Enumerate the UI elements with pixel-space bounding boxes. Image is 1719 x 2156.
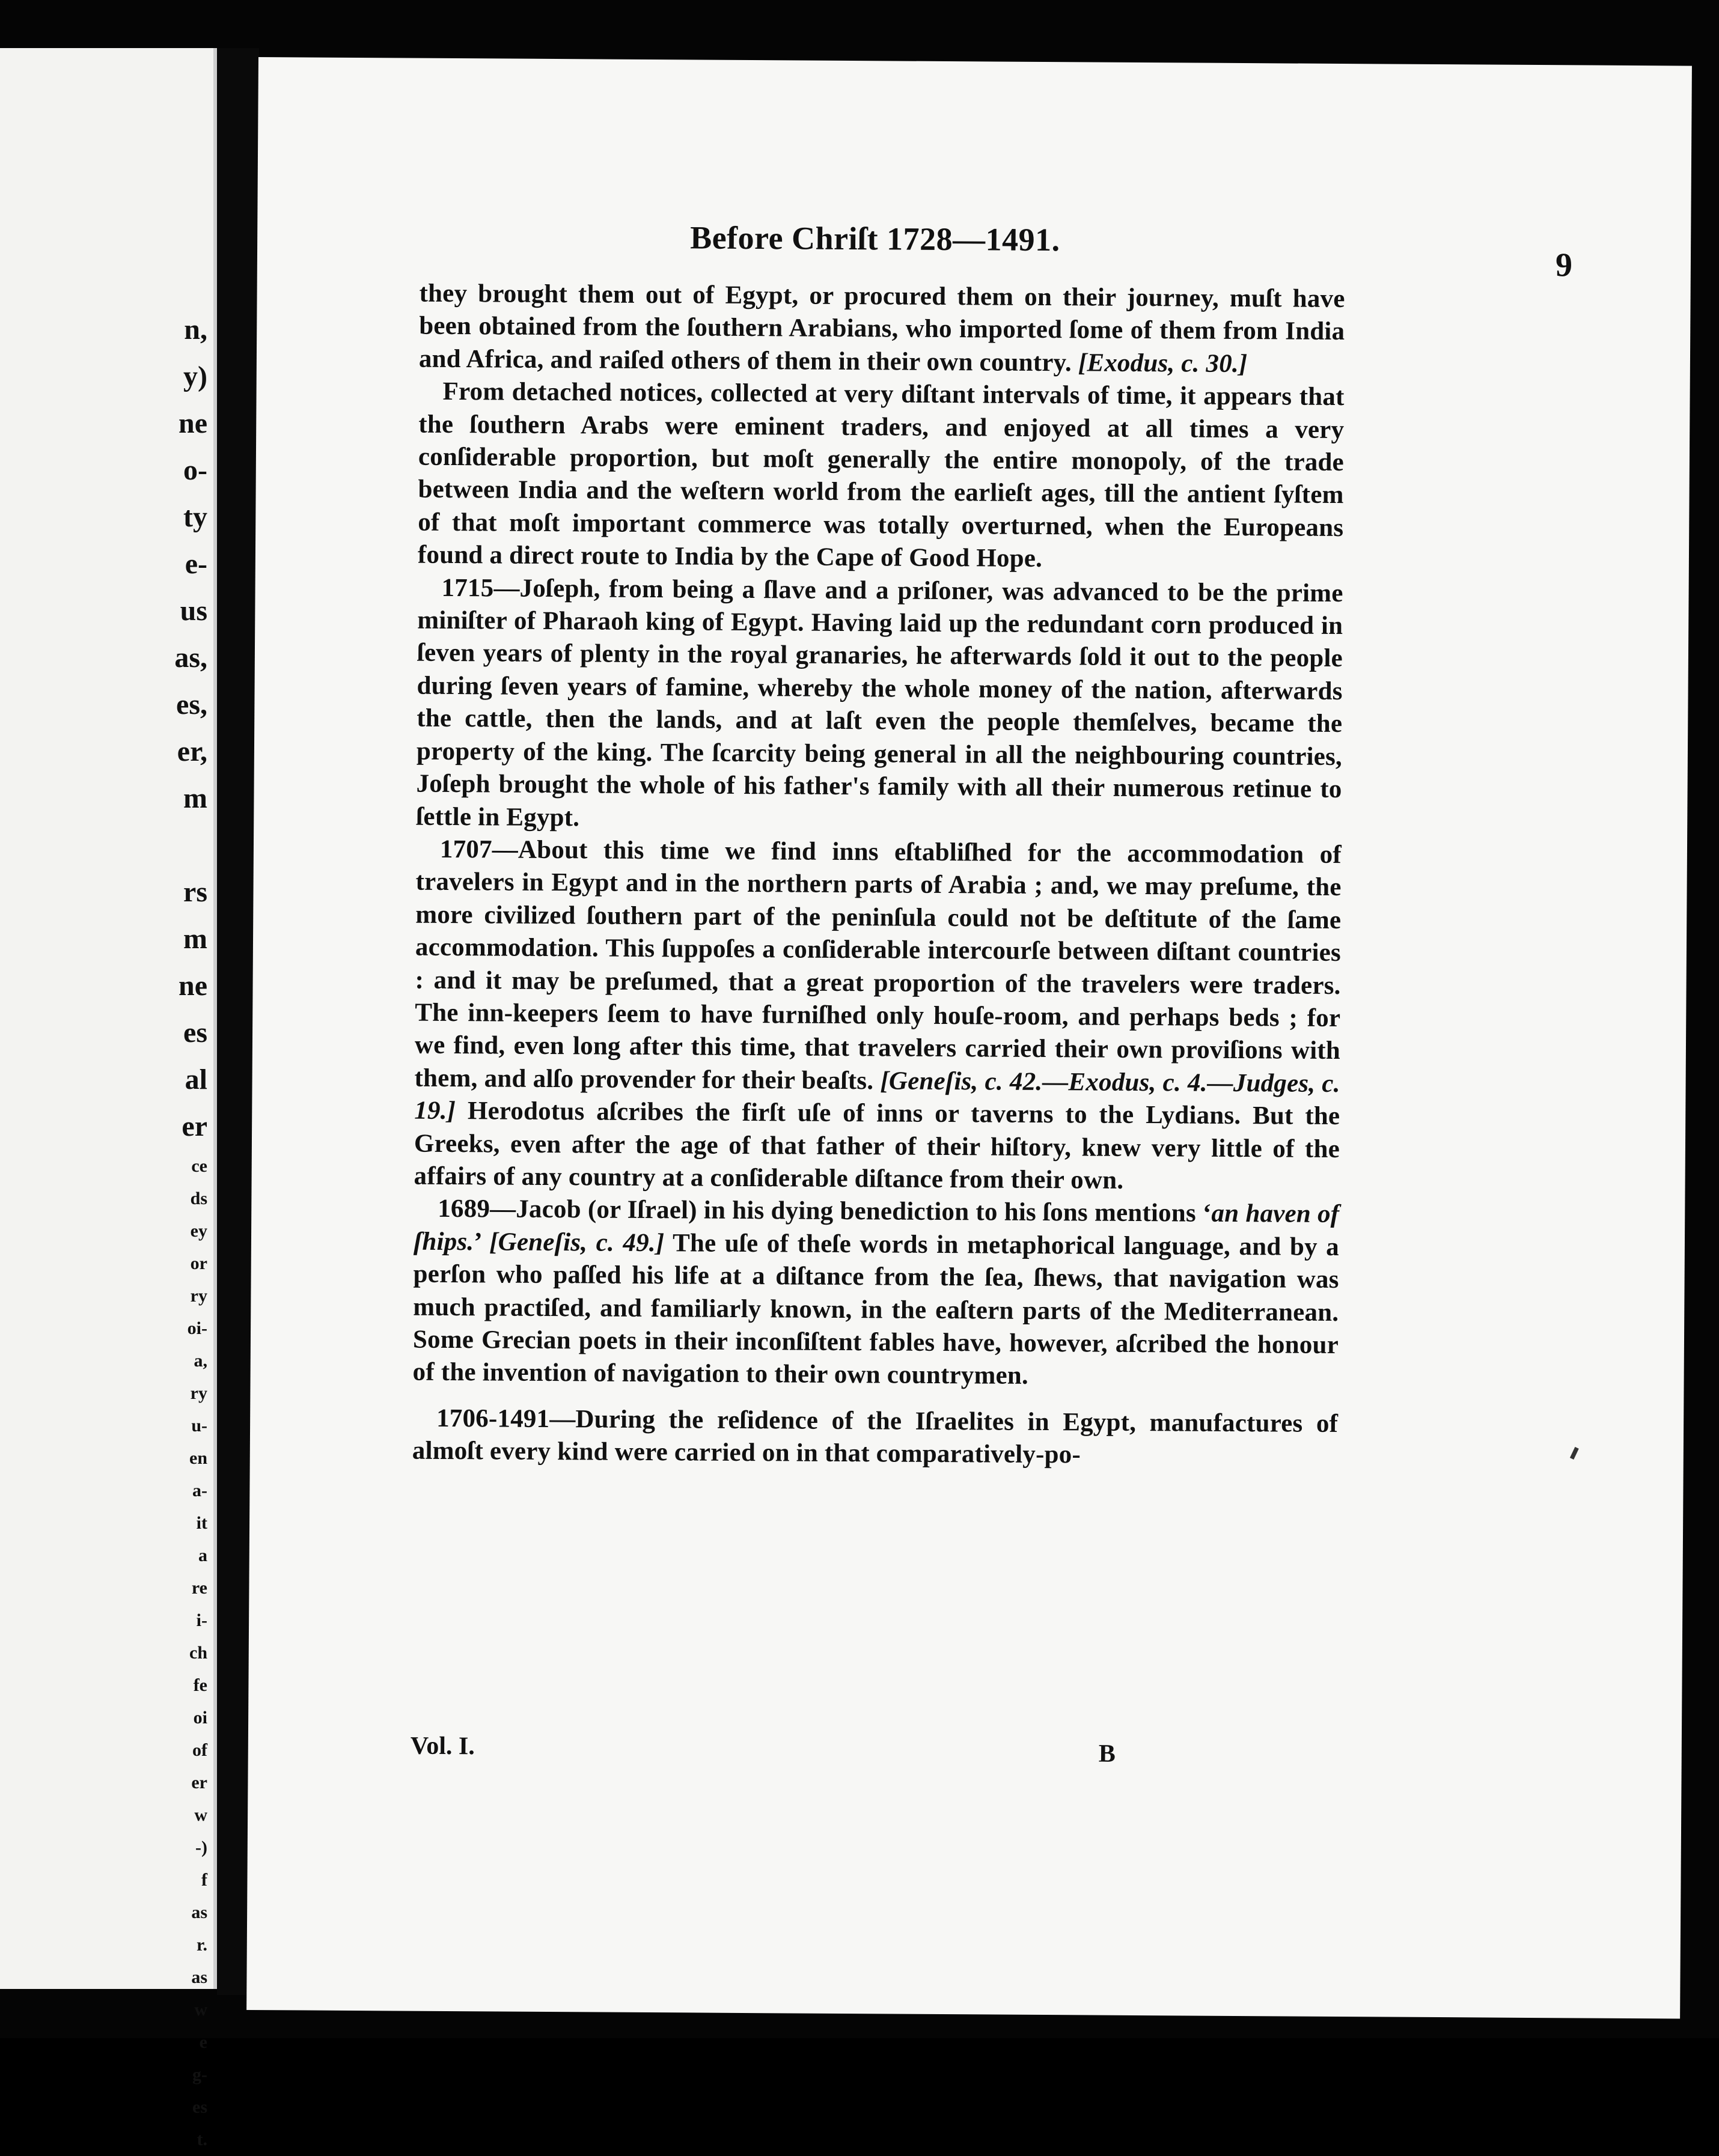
paragraph-4-text: —About this time we find inns eſtabliſhed for the accommodation of travelers in Egypt and in the northern parts of Arabia ; and, we may preſume, the more civilized ſouthern part of the peninſula could not be deſtitute of the ſame accommodation. This ſuppoſes a conſiderable intercourſe between diſtant countries : and it may be preſumed, that a great proportion of the travelers were traders. The inn-keepers ſeem to have furniſhed only houſe-room, and perhaps beds ; for we find, even long after this time, that travelers carried their own proviſions with them, and alſo provender for their beaſts.	[414, 835, 1342, 1095]
left-fragment-line: fe	[193, 1675, 207, 1695]
left-fragment-line: es	[192, 2097, 207, 2117]
left-fragment-line: oi-	[187, 1318, 207, 1338]
left-fragment-line: n,	[184, 314, 207, 346]
left-fragment-line: m	[183, 782, 207, 814]
left-fragment-line: w	[194, 2000, 207, 2020]
left-fragment-line: r.	[196, 1935, 207, 1955]
paragraph-2-text: From detached notices, collected at very diſtant intervals of time, it appears that the ſouthern Arabs were eminent traders, and enjoyed at all times a very conſiderable proportion, but moſt generally the entire monopoly, of the trade between India and the weſtern world from the earlieſt ages, till the antient ſyſtem of that moſt important commerce was totally overturned, when the Europeans found a direct route to India by the Cape of Good Hope.	[417, 377, 1345, 573]
paragraph-4	[414, 833, 1342, 1199]
left-fragment-line: al	[185, 1064, 207, 1095]
paragraph-5-reference: [Geneſis, c. 49.]	[489, 1228, 665, 1257]
left-fragments-small	[0, 1150, 207, 2156]
paragraph-5-text: —Jacob (or Iſrael) in his dying benediction to his ſons mentions ‘	[489, 1195, 1212, 1228]
left-fragment-line: re	[191, 1578, 207, 1598]
left-fragment-line: er	[182, 1110, 207, 1142]
paragraph-4-reference: [Geneſis, c. 42.—Exodus, c. 4.—Judges, c. 19.]	[414, 1067, 1340, 1125]
paragraph-2	[418, 376, 1345, 577]
right-page	[246, 57, 1692, 2019]
left-fragment-line: es	[183, 1017, 207, 1049]
paragraph-1-text: they brought them out of Egypt, or procured them on their journey, muſt have been obtained from the ſouthern Arabians, who imported ſome of them from India and Africa, and raiſed others of them in their own country.	[418, 279, 1345, 377]
page-header	[689, 219, 1580, 284]
left-fragment-line: ry	[190, 1286, 207, 1306]
left-fragment-line: m	[183, 923, 207, 955]
left-fragment-line: a-	[192, 1481, 207, 1500]
left-fragment-line: u-	[191, 1416, 207, 1436]
left-fragment-line: e	[199, 2032, 207, 2052]
left-fragment-line: es,	[176, 689, 207, 720]
left-fragment-line: ch	[189, 1643, 207, 1663]
left-fragment-line: a	[198, 1545, 207, 1565]
left-page-fragments	[0, 306, 207, 2156]
left-fragment-line: y)	[183, 361, 207, 392]
paragraph-6-text: —During the reſidence of the Iſraelites in Egypt, manufactures of almoſt every kind were carried on in that comparatively-po-	[412, 1404, 1339, 1469]
left-fragment-line: en	[189, 1448, 207, 1468]
signature-mark: B	[1098, 1740, 1116, 1768]
left-fragment-line: o-	[183, 454, 207, 486]
paragraph-5-quote: an haven of ſhips.	[413, 1199, 1340, 1256]
left-fragment-line: as	[191, 1967, 207, 1987]
page-number: 9	[1555, 246, 1573, 284]
left-fragment-line: -)	[195, 1838, 207, 1857]
left-fragment-line: us	[180, 595, 207, 627]
left-fragment-line: er	[191, 1773, 207, 1792]
left-fragment-line: i-	[196, 1610, 207, 1630]
left-facing-page	[0, 48, 217, 2149]
paragraph-1-reference: [Exodus, c. 30.]	[1078, 349, 1248, 378]
ink-speck	[1570, 1447, 1579, 1460]
left-fragment-line: t.	[197, 2130, 207, 2149]
left-fragment-line: ty	[183, 501, 207, 533]
paragraph-6	[412, 1402, 1339, 1473]
left-fragment-line: ey	[190, 1221, 207, 1241]
left-fragment-line: rs	[183, 876, 207, 908]
running-head: Before Chriſt 1728—1491.	[689, 219, 1060, 258]
left-fragment-line: ds	[190, 1189, 207, 1208]
paragraph-4-tail: Herodotus aſcribes the firſt uſe of inns or taverns to the Lydians. But the Greeks, even after the age of that father of their hiſtory, knew very little of the affairs of any country at a conſiderable diſtance from their own.	[414, 1097, 1340, 1195]
left-fragment-line: e-	[185, 548, 207, 580]
left-fragment-line	[0, 822, 207, 869]
left-fragment-line: as	[191, 1902, 207, 1922]
left-fragment-line: ry	[190, 1383, 207, 1403]
paragraph-3	[416, 571, 1343, 839]
year-1689: 1689	[438, 1195, 490, 1223]
left-fragment-line: w	[194, 1805, 207, 1825]
paragraph-5: 1689—Jacob (or Iſrael) in his dying benediction to his ſons mentions ‘an haven of ſhips.’ [Geneſis, c. 49.] The uſe of theſe words in metaphorical language, and by a perſon who paſſed his life at a diſtance from the ſea, ſhews, that navigation was much practiſed, and familiarly known, in the eaſtern parts of the Mediterranean. Some Grecian poets in their inconſiſtent fables have, however, aſcribed the honour of the invention of navigation to their own countrymen.	[412, 1195, 1340, 1390]
year-1706-1491: 1706-1491	[436, 1404, 550, 1433]
left-fragments-large	[0, 306, 207, 1150]
left-fragment-line: a,	[194, 1351, 207, 1371]
left-fragment-line: it	[196, 1513, 207, 1533]
left-fragment-line: ne	[179, 407, 207, 439]
year-1707: 1707	[439, 835, 492, 864]
left-fragment-line: f	[201, 1870, 207, 1890]
left-fragment-line: of	[192, 1740, 207, 1760]
left-fragment-line: ce	[191, 1156, 207, 1176]
body-text	[412, 278, 1345, 1473]
paragraph-5-tail: The uſe of theſe words in metaphorical language, and by a perſon who paſſed his life at a diſtance from the ſea, ſhews, that navigation was much practiſed, and familiarly known, in the eaſtern parts of the Mediterranean. Some Grecian poets in their inconſiſtent fables have, however, aſcribed the honour of the invention of navigation to their own countrymen.	[412, 1229, 1340, 1390]
volume-mark: Vol. I.	[410, 1732, 475, 1761]
left-fragment-line: g-	[192, 2065, 207, 2084]
year-1715: 1715	[441, 573, 494, 603]
left-fragment-line: as,	[174, 642, 207, 674]
page-footer	[410, 1732, 1336, 1768]
left-fragment-line: er,	[177, 735, 207, 767]
paragraph-3-text: —Joſeph, from being a ſlave and a priſoner, was advanced to be the prime miniſter of Pharaoh king of Egypt. Having laid up the redundant corn produced in ſeven years of plenty in the royal granaries, he afterwards ſold it out to the people during ſeven years of famine, whereby the whole money of the nation, afterwards the cattle, then the lands, and at laſt even the people themſelves, became the property of the king. The ſcarcity being general in all the neighbouring countries, Joſeph brought the whole of his father's family with all their numerous retinue to ſettle in Egypt.	[416, 574, 1343, 832]
left-fragment-line: oi	[193, 1708, 207, 1728]
left-fragment-line: or	[190, 1253, 207, 1273]
left-fragment-line: ne	[179, 970, 207, 1002]
paragraph-1	[419, 278, 1345, 382]
